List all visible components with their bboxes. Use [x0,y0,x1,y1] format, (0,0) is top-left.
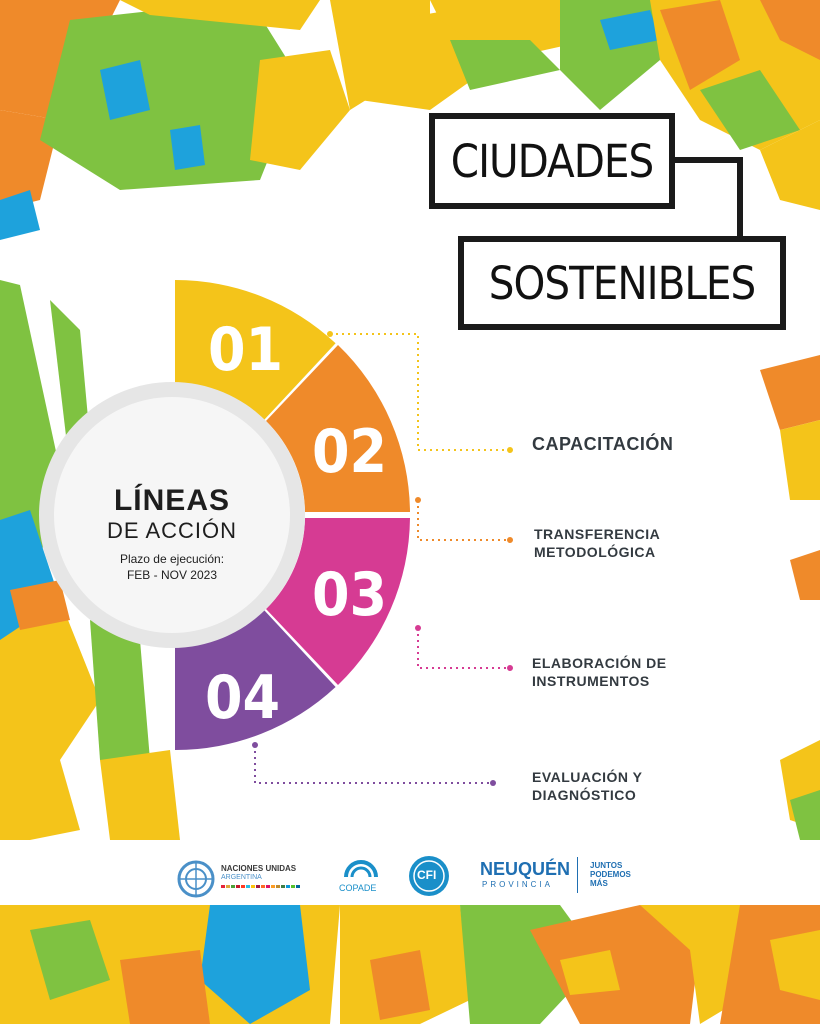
line-label-01 [532,434,673,455]
period-value: FEB - NOV 2023 [126,568,218,582]
connector-04 [255,745,493,783]
connector-dot-03b [507,665,513,671]
line-label-02-line2: METODOLÓGICA [534,544,656,560]
un-country: ARGENTINA [221,874,262,881]
center-title [62,485,282,583]
connector-02 [418,500,510,540]
connector-dot-02a [415,497,421,503]
segment-number-01: 01 [208,315,284,385]
un-emblem-icon [176,859,216,899]
un-name: NACIONES UNIDAS [221,864,297,873]
sdg-color-dots [221,885,303,889]
connector-dot-04b [490,780,496,786]
segment-number-03: 03 [312,560,388,630]
segment-number-02: 02 [312,417,388,487]
connector-03 [418,628,510,668]
line-label-04-line2: DIAGNÓSTICO [532,787,637,803]
slogan-line-1: JUNTOS [590,861,623,870]
line-label-02-line1: TRANSFERENCIA [534,526,661,542]
logos-strip [0,845,820,905]
cfi-name: CFI [417,868,437,882]
copade-logo-icon [342,855,380,881]
logo-divider [577,857,578,893]
line-label-02 [534,525,660,561]
line-label-04 [532,768,643,804]
connector-dot-01b [507,447,513,453]
line-label-03-line1: ELABORACIÓN DE [532,655,667,671]
center-subheading: DE ACCIÓN [106,518,238,543]
center-heading: LÍNEAS [113,484,230,517]
title-line-1: CIUDADES [450,134,654,188]
neuquen-name: NEUQUÉN [480,859,571,879]
line-label-04-line1: EVALUACIÓN Y [532,769,643,785]
connector-dot-01a [327,331,333,337]
segment-number-04: 04 [205,663,281,733]
line-label-03 [532,654,667,690]
line-label-03-line2: INSTRUMENTOS [532,673,650,689]
connector-dot-02b [507,537,513,543]
neuquen-provincia: PROVINCIA [482,880,554,889]
connector-dot-04a [252,742,258,748]
slogan-line-3: MÁS [590,879,608,888]
period-label: Plazo de ejecución: [119,552,225,566]
copade-name: COPADE [339,883,377,893]
slogan [590,861,631,888]
slogan-line-2: PODEMOS [590,870,631,879]
title-line-2: SOSTENIBLES [488,256,756,310]
connector-dot-03a [415,625,421,631]
line-label-01-text: CAPACITACIÓN [532,434,674,454]
